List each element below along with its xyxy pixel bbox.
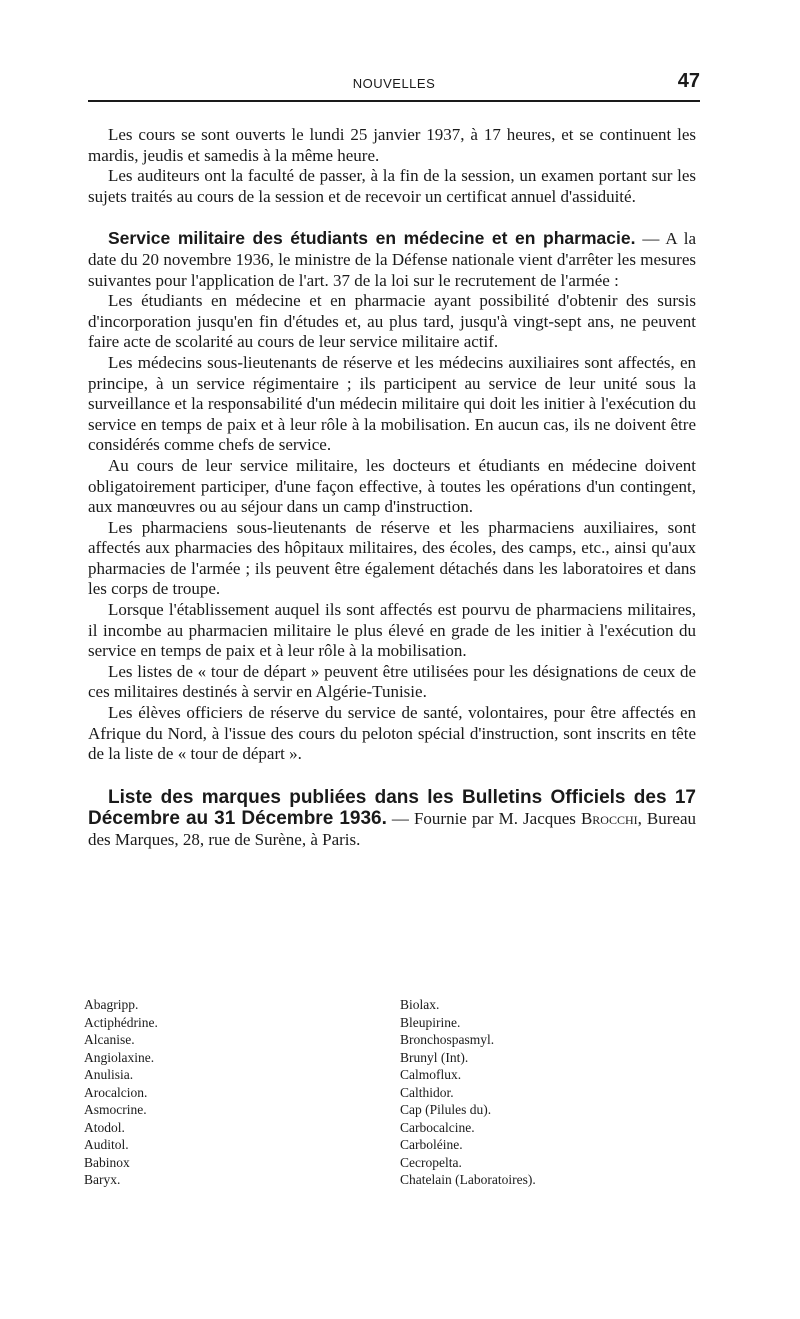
paragraph-tour-depart: Les listes de « tour de départ » peuvent être utilisées pour les désignations de ceux de ces militaires destinés à servir en Algérie-Tunisie.	[88, 661, 696, 702]
brand-item: Actiphédrine.	[84, 1014, 158, 1030]
brand-item: Carbocalcine.	[400, 1119, 475, 1135]
brand-item: Bronchospasmyl.	[400, 1032, 495, 1047]
section-lead-brand-list: — Fournie par M. Jacques	[386, 808, 581, 828]
paragraph-students: Les étudiants en médecine et en pharmacie ayant possibilité d'obtenir des sursis d'incorporation jusqu'en fin d'études et, au plus tard, jusqu'à vingt-sept ans, ne peuvent faire acte de scolarité au cours de leur service militaire actif.	[88, 291, 696, 352]
section-military-service	[88, 228, 696, 291]
section-title-brand-list-a: Liste des marques publiées dans les Bulletins Officiels des	[108, 786, 675, 808]
section-lead-military-service: — A la date du 20 novembre 1936, le ministre de la Défense nationale vient d'arrêter les mesures suivantes pour l'application de l'art. 37 de la loi sur le recrutement de l'armée :	[88, 229, 697, 290]
brand-list-left-column	[84, 996, 400, 1189]
paragraph-etablissement: Lorsque l'établissement auquel ils sont affectés est pourvu de pharmaciens militaires, il incombe au pharmacien militaire le plus élevé en grade de les initier à l'exécution du service en temps de paix et à leur rôle à la mobilisation.	[88, 600, 696, 661]
page-number: 47	[677, 70, 700, 92]
brand-item: Calthidor.	[400, 1084, 454, 1100]
brand-item: Chatelain (Laboratoires).	[400, 1172, 536, 1187]
brand-item: Brunyl (Int).	[400, 1049, 469, 1065]
brand-item: Baryx.	[84, 1172, 121, 1187]
brand-item: Atodol.	[84, 1119, 125, 1135]
section-title-brand-list-b: 17 Décembre au 31 Décembre 1936.	[88, 786, 696, 829]
brand-item: Anulisia.	[84, 1067, 134, 1082]
brand-item: Biolax.	[400, 997, 440, 1012]
brand-item: Abagripp.	[84, 997, 139, 1012]
brand-item: Asmocrine.	[84, 1102, 147, 1117]
section-brand-list	[88, 787, 696, 850]
author-address: , Bureau des Marques, 28, rue de Surène, à Paris.	[88, 808, 697, 849]
section-title-military-service: Service militaire des étudiants en médecine et en pharmacie.	[108, 228, 636, 249]
paragraph-pharmaciens: Les pharmaciens sous-lieutenants de réserve et les pharmaciens auxiliaires, sont affectés aux pharmacies des hôpitaux militaires, des écoles, des camps, etc., ainsi qu'aux pharmacies de l'armée ; ils peuvent être également détachés dans les laboratoires et dans les corps de troupe.	[88, 517, 696, 599]
paragraph-eleves-officiers: Les élèves officiers de réserve du service de santé, volontaires, pour être affectés en Afrique du Nord, à l'issue des cours du peloton spécial d'instruction, sont inscrits en tête de la liste de « tour de départ ».	[88, 703, 696, 764]
brand-item: Calmoflux.	[400, 1067, 462, 1082]
page-header	[88, 70, 700, 102]
paragraph-docteurs: Au cours de leur service militaire, les docteurs et étudiants en médecine doivent obligatoirement participer, d'une façon effective, à toutes les opérations d'un contingent, aux manœuvres ou au séjour dans un camp d'instruction.	[88, 455, 696, 517]
running-title: NOUVELLES	[352, 76, 436, 91]
brand-list	[84, 996, 684, 1189]
article-body	[88, 125, 696, 850]
paragraph-medecins: Les médecins sous-lieutenants de réserve et les médecins auxiliaires sont affectés, en principe, à un service régimentaire ; ils participent au service de leur unité sous la surveillance et la responsabilité d'un médecin militaire qui doit les initier à l'exécution du service en temps de paix et à leur rôle à la mobilisation. En aucun cas, ils ne doivent être considérés comme chefs de service.	[88, 352, 696, 455]
author-name: Brocchi	[580, 808, 638, 828]
paragraph-exam: Les auditeurs ont la faculté de passer, à la fin de la session, un examen portant sur les sujets traités au cours de la session et de recevoir un certificat annuel d'assiduité.	[88, 166, 696, 206]
brand-item: Cap (Pilules du).	[400, 1102, 492, 1117]
brand-item: Babinox	[84, 1154, 130, 1170]
brand-item: Angiolaxine.	[84, 1049, 155, 1065]
brand-item: Carboléine.	[400, 1137, 463, 1152]
brand-item: Cecropelta.	[400, 1154, 462, 1170]
paragraph-course-dates: Les cours se sont ouverts le lundi 25 janvier 1937, à 17 heures, et se continuent les mardis, jeudis et samedis à la même heure.	[88, 125, 696, 165]
brand-item: Auditol.	[84, 1137, 129, 1152]
brand-item: Arocalcion.	[84, 1084, 148, 1100]
brand-item: Bleupirine.	[400, 1014, 461, 1030]
brand-item: Alcanise.	[84, 1032, 135, 1047]
brand-list-right-column	[400, 996, 536, 1189]
